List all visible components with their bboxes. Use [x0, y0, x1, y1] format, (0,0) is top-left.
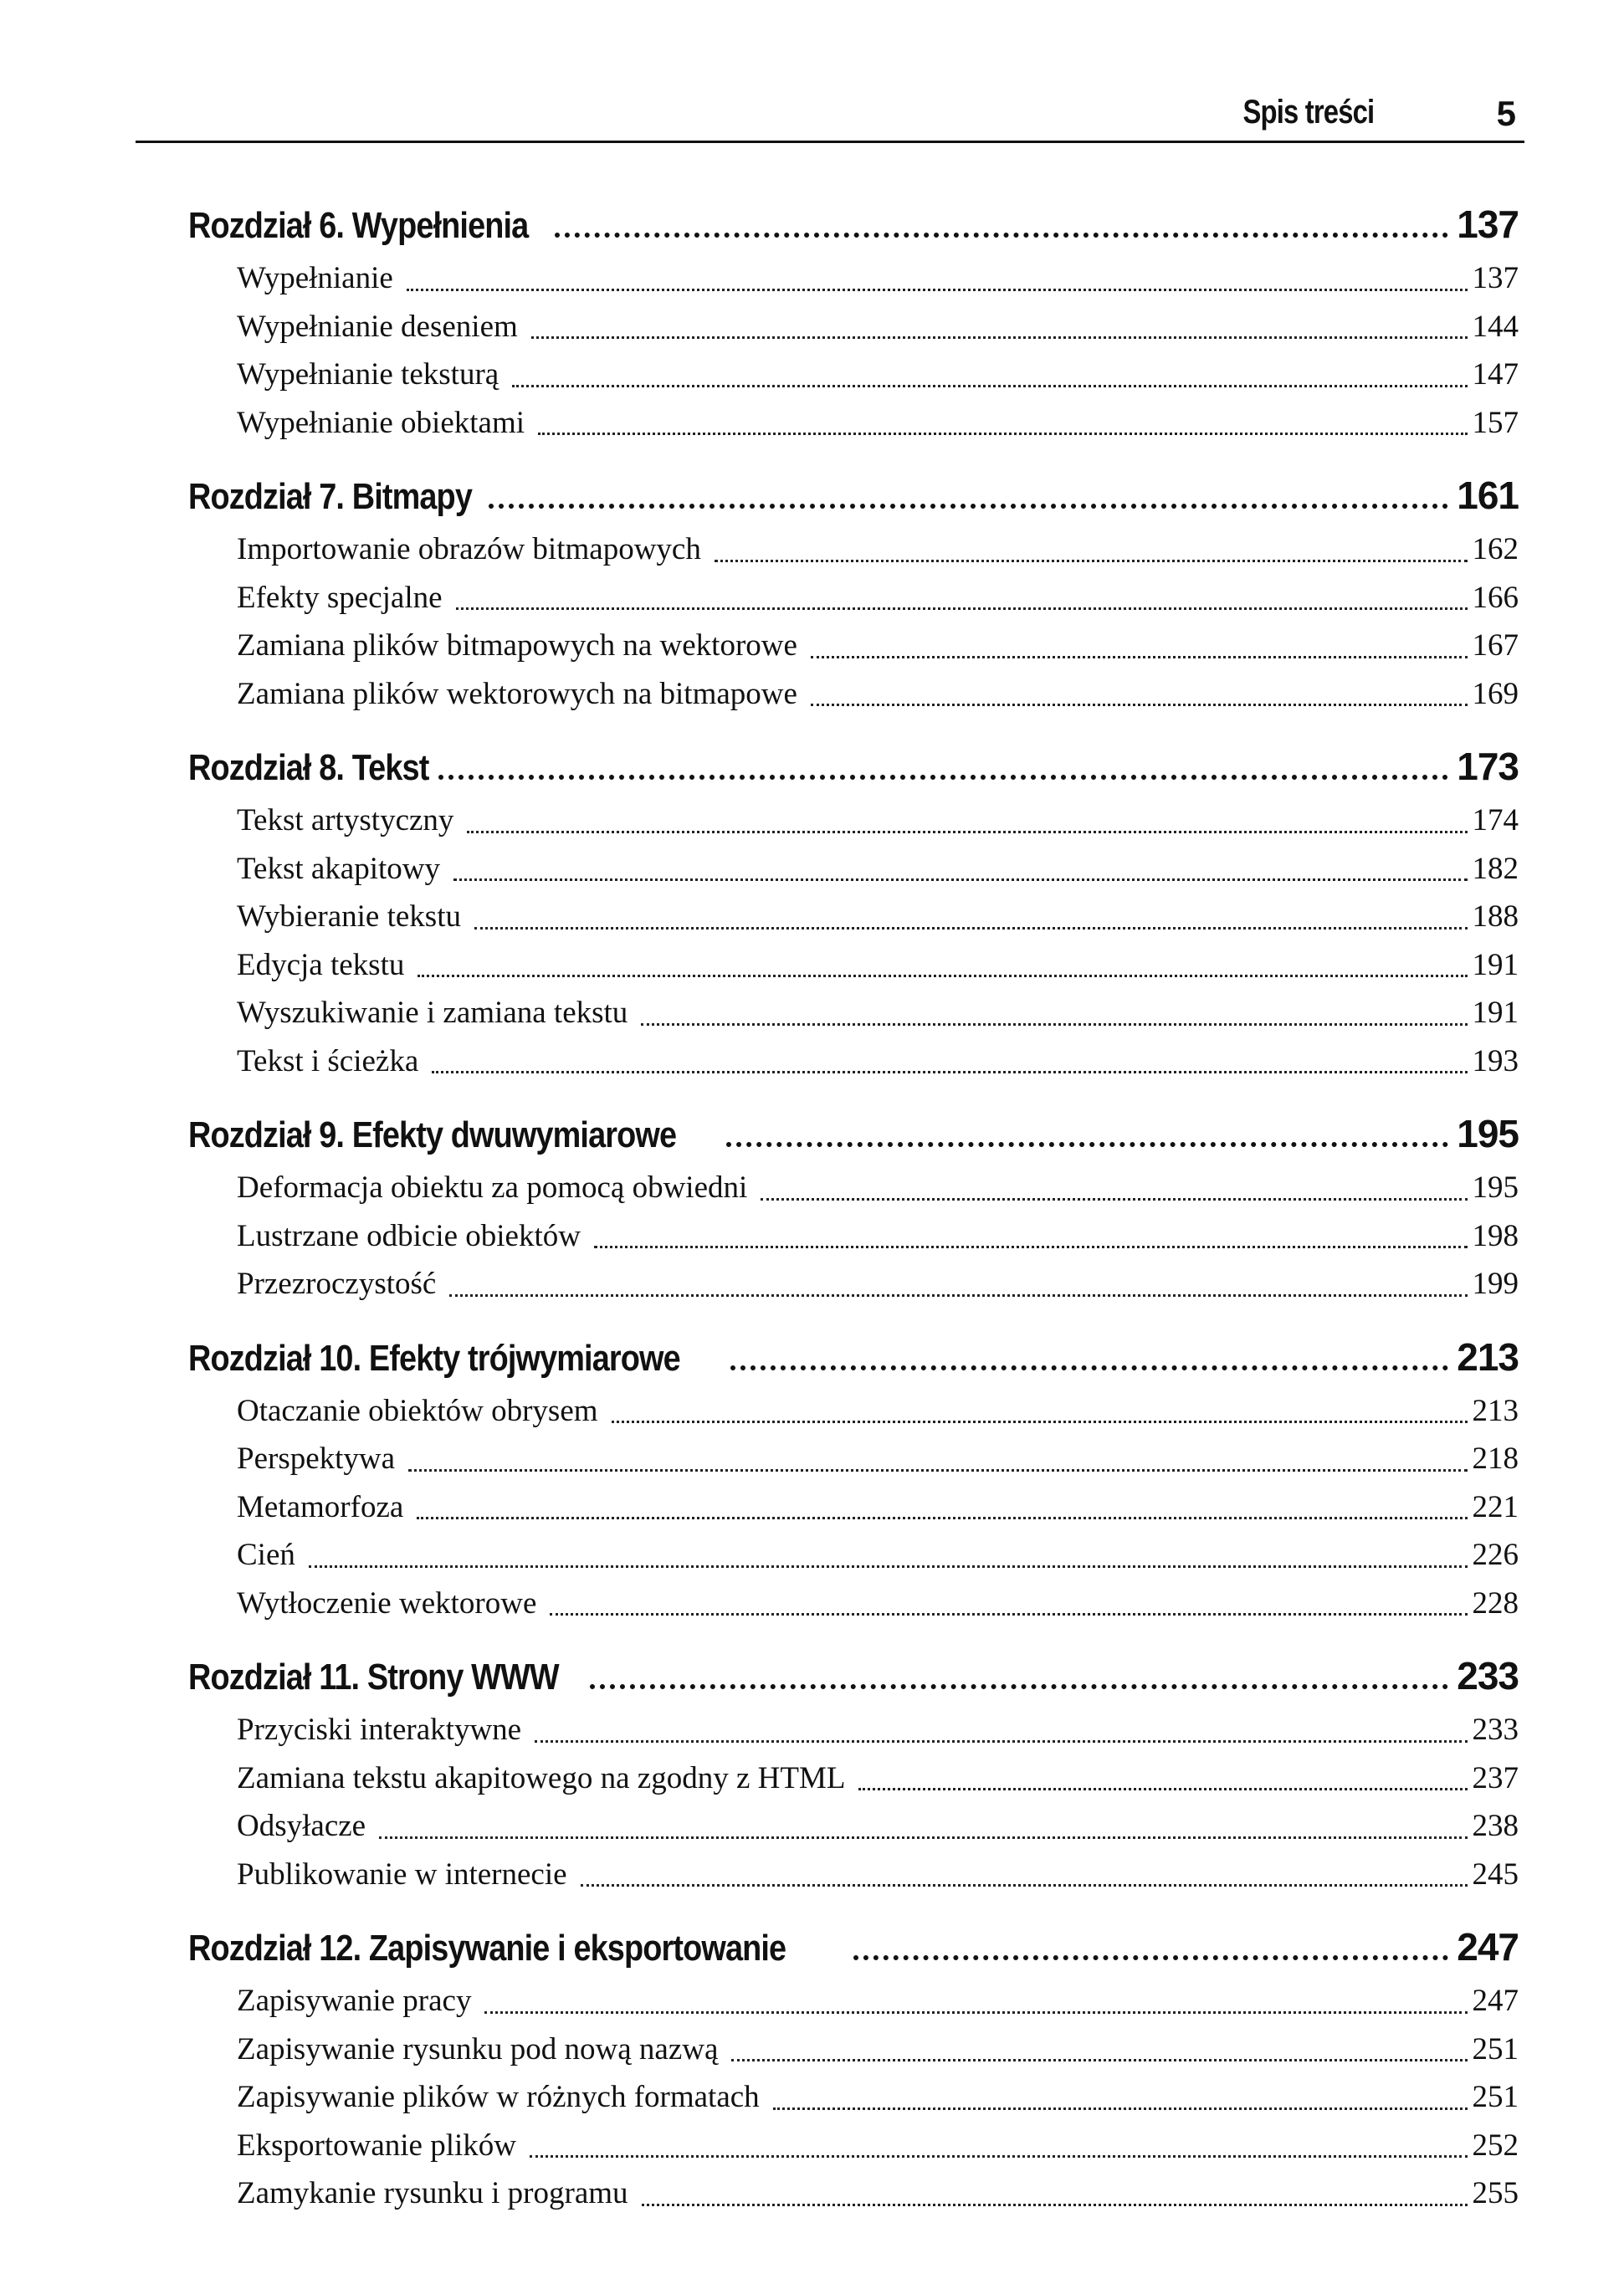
section-page-number: 252: [1472, 2128, 1519, 2163]
section-title: Zamiana plików bitmapowych na wektorowe: [237, 628, 797, 663]
section-title: Wypełnianie obiektami: [237, 405, 525, 440]
section-title: Wypełnianie teksturą: [237, 357, 499, 392]
chapter-title: Rozdział 10. Efekty trójwymiarowe: [188, 1337, 680, 1379]
dot-leader: [467, 831, 1467, 833]
running-header-title: Spis treści: [1242, 94, 1374, 131]
section-page-number: 162: [1472, 532, 1519, 566]
section-title: Przyciski interaktywne: [237, 1713, 522, 1747]
dot-leader: [581, 1884, 1468, 1887]
section-entry[interactable]: [188, 1706, 1519, 1754]
section-entry[interactable]: [188, 1851, 1519, 1899]
chapter-block: [188, 1327, 1519, 1628]
page-header: [136, 90, 1524, 143]
section-title: Cień: [237, 1538, 295, 1572]
section-entry[interactable]: [188, 525, 1519, 574]
section-entry[interactable]: [188, 1435, 1519, 1483]
dot-leader: [811, 656, 1468, 658]
section-entry[interactable]: [188, 1977, 1519, 2025]
section-title: Zapisywanie rysunku pod nową nazwą: [237, 2031, 719, 2066]
section-entry[interactable]: [188, 254, 1519, 303]
section-page-number: 147: [1472, 357, 1519, 392]
section-entry[interactable]: [188, 1260, 1519, 1309]
section-entry[interactable]: [188, 2025, 1519, 2074]
chapter-title: Rozdział 11. Strony WWW: [188, 1657, 559, 1698]
dot-leader: [715, 560, 1468, 562]
section-page-number: 245: [1472, 1856, 1519, 1892]
section-title: Przezroczystość: [237, 1267, 437, 1301]
dot-leader: [489, 504, 1448, 509]
section-page-number: 213: [1472, 1393, 1519, 1428]
dot-leader: [453, 878, 1468, 881]
section-title: Zamiana plików wektorowych na bitmapowe: [237, 676, 797, 711]
dot-leader: [417, 1517, 1467, 1519]
section-page-number: 167: [1472, 628, 1519, 663]
section-title: Eksportowanie plików: [237, 2128, 516, 2163]
chapter-page-number: 195: [1457, 1112, 1519, 1155]
dot-leader: [512, 385, 1467, 387]
section-entry[interactable]: [188, 574, 1519, 622]
dot-leader: [594, 1246, 1468, 1248]
section-page-number: 195: [1472, 1170, 1519, 1205]
chapter-title: Rozdział 8. Tekst: [188, 747, 429, 788]
dot-leader: [456, 607, 1468, 610]
dot-leader: [408, 1469, 1467, 1472]
page-number: 5: [1496, 94, 1516, 133]
section-entry[interactable]: [188, 1387, 1519, 1436]
section-title: Tekst i ścieżka: [237, 1043, 419, 1078]
chapter-block: [188, 736, 1519, 1085]
section-entry[interactable]: [188, 303, 1519, 351]
dot-leader: [474, 927, 1468, 930]
chapter-page-number: 213: [1457, 1334, 1519, 1379]
dot-leader: [853, 1955, 1448, 1960]
section-entry[interactable]: [188, 399, 1519, 448]
section-page-number: 221: [1472, 1489, 1519, 1524]
section-entry[interactable]: [188, 796, 1519, 845]
chapter-block: [188, 1646, 1519, 1898]
section-entry[interactable]: [188, 622, 1519, 670]
section-page-number: 228: [1472, 1585, 1519, 1621]
chapter-entry[interactable]: [188, 465, 1519, 525]
section-page-number: 218: [1472, 1442, 1519, 1476]
dot-leader: [530, 2155, 1468, 2158]
section-title: Lustrzane odbicie obiektów: [237, 1218, 581, 1253]
dot-leader: [590, 1684, 1448, 1689]
section-entry[interactable]: [188, 2169, 1519, 2218]
section-title: Edycja tekstu: [237, 947, 405, 982]
section-title: Efekty specjalne: [237, 580, 443, 615]
dot-leader: [432, 1071, 1467, 1073]
chapter-page-number: 137: [1457, 202, 1519, 246]
section-page-number: 144: [1472, 309, 1519, 344]
section-title: Wyszukiwanie i zamiana tekstu: [237, 996, 628, 1030]
chapter-entry[interactable]: [188, 1104, 1519, 1164]
section-title: Otaczanie obiektów obrysem: [237, 1393, 598, 1428]
section-page-number: 226: [1472, 1538, 1519, 1572]
dot-leader: [418, 975, 1467, 977]
dot-leader: [379, 1836, 1467, 1839]
chapter-title: Rozdział 12. Zapisywanie i eksportowanie: [188, 1928, 786, 1969]
dot-leader: [642, 2204, 1468, 2206]
dot-leader: [484, 2011, 1467, 2014]
dot-leader: [731, 2059, 1467, 2061]
section-entry[interactable]: [188, 1580, 1519, 1628]
section-title: Zamiana tekstu akapitowego na zgodny z HTML: [237, 1760, 846, 1795]
section-entry[interactable]: [188, 1212, 1519, 1261]
section-title: Perspektywa: [237, 1442, 396, 1476]
dot-leader: [438, 775, 1448, 780]
chapter-block: [188, 465, 1519, 718]
section-title: Zamykanie rysunku i programu: [237, 2176, 628, 2210]
section-title: Zapisywanie pracy: [237, 1984, 472, 2018]
chapter-entry[interactable]: [188, 1327, 1519, 1387]
dot-leader: [811, 704, 1468, 706]
section-page-number: 169: [1472, 676, 1519, 711]
dot-leader: [449, 1294, 1467, 1297]
section-entry[interactable]: [188, 1483, 1519, 1532]
dot-leader: [730, 1365, 1448, 1370]
section-entry[interactable]: [188, 893, 1519, 941]
dot-leader: [531, 336, 1468, 339]
chapter-block: [188, 1917, 1519, 2218]
section-title: Deformacja obiektu za pomocą obwiedni: [237, 1170, 748, 1205]
chapter-page-number: 161: [1457, 474, 1519, 517]
chapter-title: Rozdział 9. Efekty dwuwymiarowe: [188, 1114, 677, 1155]
section-entry[interactable]: [188, 1802, 1519, 1851]
section-page-number: 237: [1472, 1760, 1519, 1795]
section-title: Wypełnianie deseniem: [237, 309, 518, 344]
chapter-page-number: 247: [1457, 1925, 1519, 1969]
section-page-number: 182: [1472, 851, 1519, 886]
section-page-number: 247: [1472, 1984, 1519, 2018]
dot-leader: [761, 1198, 1467, 1201]
section-page-number: 255: [1472, 2176, 1519, 2210]
dot-leader: [858, 1788, 1467, 1790]
section-title: Tekst akapitowy: [237, 851, 440, 886]
chapter-page-number: 173: [1457, 745, 1519, 788]
section-entry[interactable]: [188, 1037, 1519, 1086]
dot-leader: [309, 1565, 1468, 1568]
dot-leader: [641, 1023, 1467, 1026]
chapter-block: [188, 194, 1519, 447]
section-title: Odsyłacze: [237, 1809, 366, 1843]
dot-leader: [612, 1421, 1468, 1423]
section-title: Wytłoczenie wektorowe: [237, 1585, 537, 1621]
section-entry[interactable]: [188, 670, 1519, 719]
table-of-contents: [188, 194, 1519, 2236]
section-page-number: 157: [1472, 405, 1519, 440]
dot-leader: [407, 289, 1468, 291]
section-title: Metamorfoza: [237, 1489, 404, 1524]
section-entry[interactable]: [188, 351, 1519, 399]
chapter-page-number: 233: [1457, 1654, 1519, 1698]
section-page-number: 188: [1472, 899, 1519, 934]
section-entry[interactable]: [188, 1164, 1519, 1212]
section-page-number: 137: [1472, 261, 1519, 295]
dot-leader: [538, 433, 1467, 435]
section-title: Wybieranie tekstu: [237, 899, 461, 934]
section-title: Publikowanie w internecie: [237, 1856, 567, 1892]
dot-leader: [773, 2107, 1468, 2110]
chapter-entry[interactable]: [188, 1646, 1519, 1706]
chapter-block: [188, 1104, 1519, 1309]
chapter-entry[interactable]: [188, 194, 1519, 254]
chapter-title: Rozdział 7. Bitmapy: [188, 476, 473, 517]
section-page-number: 191: [1472, 996, 1519, 1030]
dot-leader: [555, 233, 1449, 238]
section-entry[interactable]: [188, 989, 1519, 1037]
chapter-entry[interactable]: [188, 1917, 1519, 1977]
section-title: Tekst artystyczny: [237, 803, 454, 837]
section-entry[interactable]: [188, 1531, 1519, 1580]
section-page-number: 191: [1472, 947, 1519, 982]
section-title: Importowanie obrazów bitmapowych: [237, 532, 701, 566]
section-entry[interactable]: [188, 2122, 1519, 2170]
chapter-entry[interactable]: [188, 736, 1519, 796]
section-title: Wypełnianie: [237, 261, 393, 295]
section-page-number: 193: [1472, 1043, 1519, 1078]
section-page-number: 174: [1472, 803, 1519, 837]
section-page-number: 251: [1472, 2031, 1519, 2066]
section-page-number: 199: [1472, 1267, 1519, 1301]
section-page-number: 233: [1472, 1713, 1519, 1747]
section-page-number: 251: [1472, 2080, 1519, 2114]
section-page-number: 238: [1472, 1809, 1519, 1843]
chapter-title: Rozdział 6. Wypełnienia: [188, 205, 529, 246]
section-entry[interactable]: [188, 1754, 1519, 1803]
section-title: Zapisywanie plików w różnych formatach: [237, 2080, 760, 2114]
dot-leader: [550, 1613, 1467, 1616]
section-entry[interactable]: [188, 2073, 1519, 2122]
section-page-number: 198: [1472, 1218, 1519, 1253]
dot-leader: [535, 1740, 1467, 1743]
section-page-number: 166: [1472, 580, 1519, 615]
section-entry[interactable]: [188, 941, 1519, 990]
section-entry[interactable]: [188, 845, 1519, 894]
dot-leader: [726, 1142, 1448, 1147]
